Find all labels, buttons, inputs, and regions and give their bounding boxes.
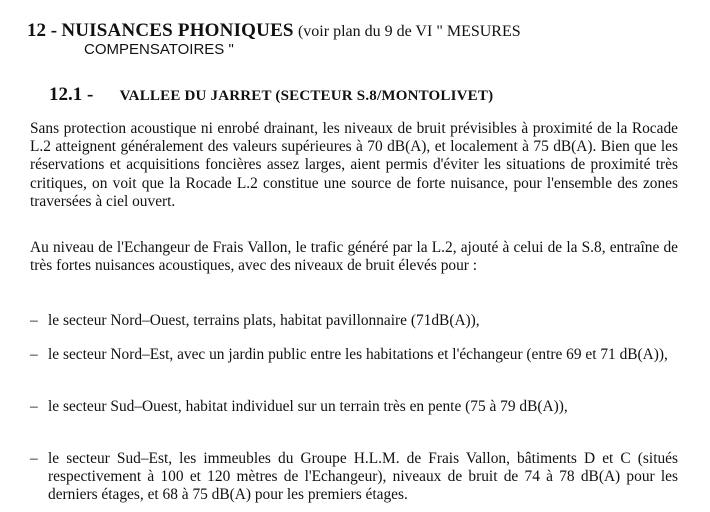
section-note-continued: COMPENSATOIRES "	[84, 41, 234, 58]
section-note: (voir plan du 9 de VI " MESURES	[297, 23, 521, 40]
paragraph: Sans protection acoustique ni enrobé drainant, les niveaux de bruit prévisibles à proximité de la Rocade L.2 atteignent généralement des valeurs supérieures à 70 dB(A), et localement à 75 dB(A). Bien que les réservations et acquisitions foncières assez larges, aient permis d'éviter les situations de proximité très critiques, on voit que la Rocade L.2 constitue une source de forte nuisance, pour l'ensemble des zones traversées à ciel ouvert.	[30, 120, 678, 210]
bullet-dash: –	[30, 312, 38, 329]
bullet-dash: –	[30, 398, 38, 415]
subsection-title: VALLEE DU JARRET (SECTEUR S.8/MONTOLIVET)	[119, 88, 494, 104]
bullet-dash: –	[30, 450, 38, 467]
list-item-text: le secteur Sud–Est, les immeubles du Groupe H.L.M. de Frais Vallon, bâtiments D et C (situés respectivement à 100 et 120 mètres de l'Echangeur), niveaux de bruit de 74 à 78 dB(A) pour les derniers étages, et 68 à 75 dB(A) pour les premiers étages.	[48, 450, 678, 504]
list-item-text: le secteur Sud–Ouest, habitat individuel sur un terrain très en pente (75 à 79 dB(A)),	[48, 398, 568, 415]
section-title: NUISANCES PHONIQUES	[61, 20, 294, 41]
section-heading	[27, 22, 687, 40]
list-item-text: le secteur Nord–Est, avec un jardin public entre les habitations et l'échangeur (entre 69 et 71 dB(A)),	[48, 346, 668, 363]
list-item	[30, 450, 678, 505]
section-number: 12 -	[27, 20, 58, 41]
subsection-heading	[49, 86, 669, 105]
list-item	[30, 398, 678, 416]
list-item	[30, 312, 678, 330]
list-item-text: le secteur Nord–Ouest, terrains plats, habitat pavillonnaire (71dB(A)),	[48, 312, 480, 329]
subsection-number: 12.1 -	[49, 84, 94, 105]
bullet-dash: –	[30, 346, 38, 363]
paragraph: Au niveau de l'Echangeur de Frais Vallon, le trafic généré par la L.2, ajouté à celui de la S.8, entraîne de très fortes nuisances acoustiques, avec des niveaux de bruit élevés pour :	[30, 239, 678, 275]
list-item	[30, 346, 678, 364]
